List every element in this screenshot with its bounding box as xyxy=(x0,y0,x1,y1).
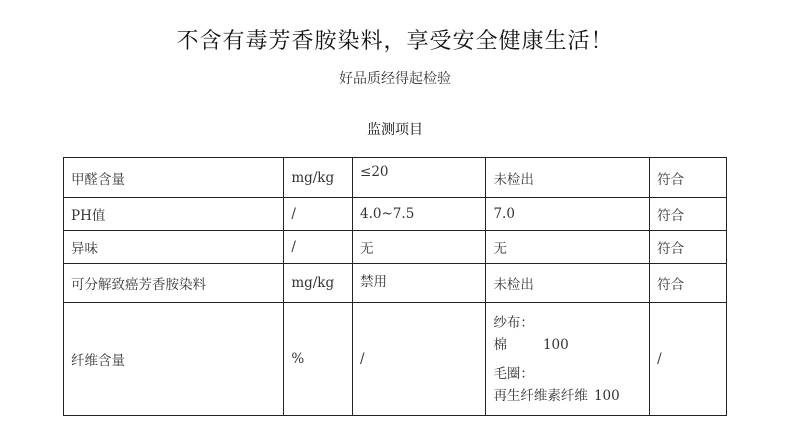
yarn-composition xyxy=(493,334,649,356)
standard-cell: ≤20 xyxy=(353,158,486,198)
unit-cell: % xyxy=(284,303,353,416)
test-results-table xyxy=(63,157,727,416)
item-name-cell: 甲醛含量 xyxy=(64,158,284,198)
item-name-cell: PH值 xyxy=(64,198,284,231)
item-name-cell: 异味 xyxy=(64,231,284,264)
yarn-material: 棉 xyxy=(493,336,507,353)
unit-cell: / xyxy=(284,198,353,231)
result-cell: 未检出 xyxy=(486,158,650,198)
terry-composition xyxy=(493,385,649,407)
verdict-cell: 符合 xyxy=(650,231,727,264)
subheadline: 好品质经得起检验 xyxy=(339,71,451,87)
fiber-composition xyxy=(493,312,649,407)
terry-label: 毛圈： xyxy=(493,365,534,382)
result-cell: 无 xyxy=(486,231,650,264)
verdict-cell: 符合 xyxy=(650,198,727,231)
verdict-cell: / xyxy=(650,303,727,416)
table-row xyxy=(64,303,727,416)
yarn-value: 100 xyxy=(542,336,569,353)
result-cell: 未检出 xyxy=(486,264,650,303)
standard-cell: / xyxy=(353,303,486,416)
result-cell xyxy=(486,303,650,416)
table-row xyxy=(64,264,727,303)
unit-cell: mg/kg xyxy=(284,158,353,198)
headline: 不含有毒芳香胺染料，享受安全健康生活！ xyxy=(176,29,614,54)
table-row xyxy=(64,158,727,198)
yarn-label: 纱布： xyxy=(493,314,534,331)
table-row xyxy=(64,198,727,231)
section-title: 监测项目 xyxy=(367,122,423,138)
unit-cell: mg/kg xyxy=(284,264,353,303)
item-name-cell: 可分解致癌芳香胺染料 xyxy=(64,264,284,303)
verdict-cell: 符合 xyxy=(650,264,727,303)
table-row xyxy=(64,231,727,264)
unit-cell: / xyxy=(284,231,353,264)
verdict-cell: 符合 xyxy=(650,158,727,198)
standard-cell: 4.0~7.5 xyxy=(353,198,486,231)
standard-cell: 无 xyxy=(353,231,486,264)
item-name-cell: 纤维含量 xyxy=(64,303,284,416)
terry-material: 再生纤维素纤维 xyxy=(493,387,588,404)
result-cell: 7.0 xyxy=(486,198,650,231)
standard-cell: 禁用 xyxy=(353,264,486,303)
terry-value: 100 xyxy=(593,387,620,404)
